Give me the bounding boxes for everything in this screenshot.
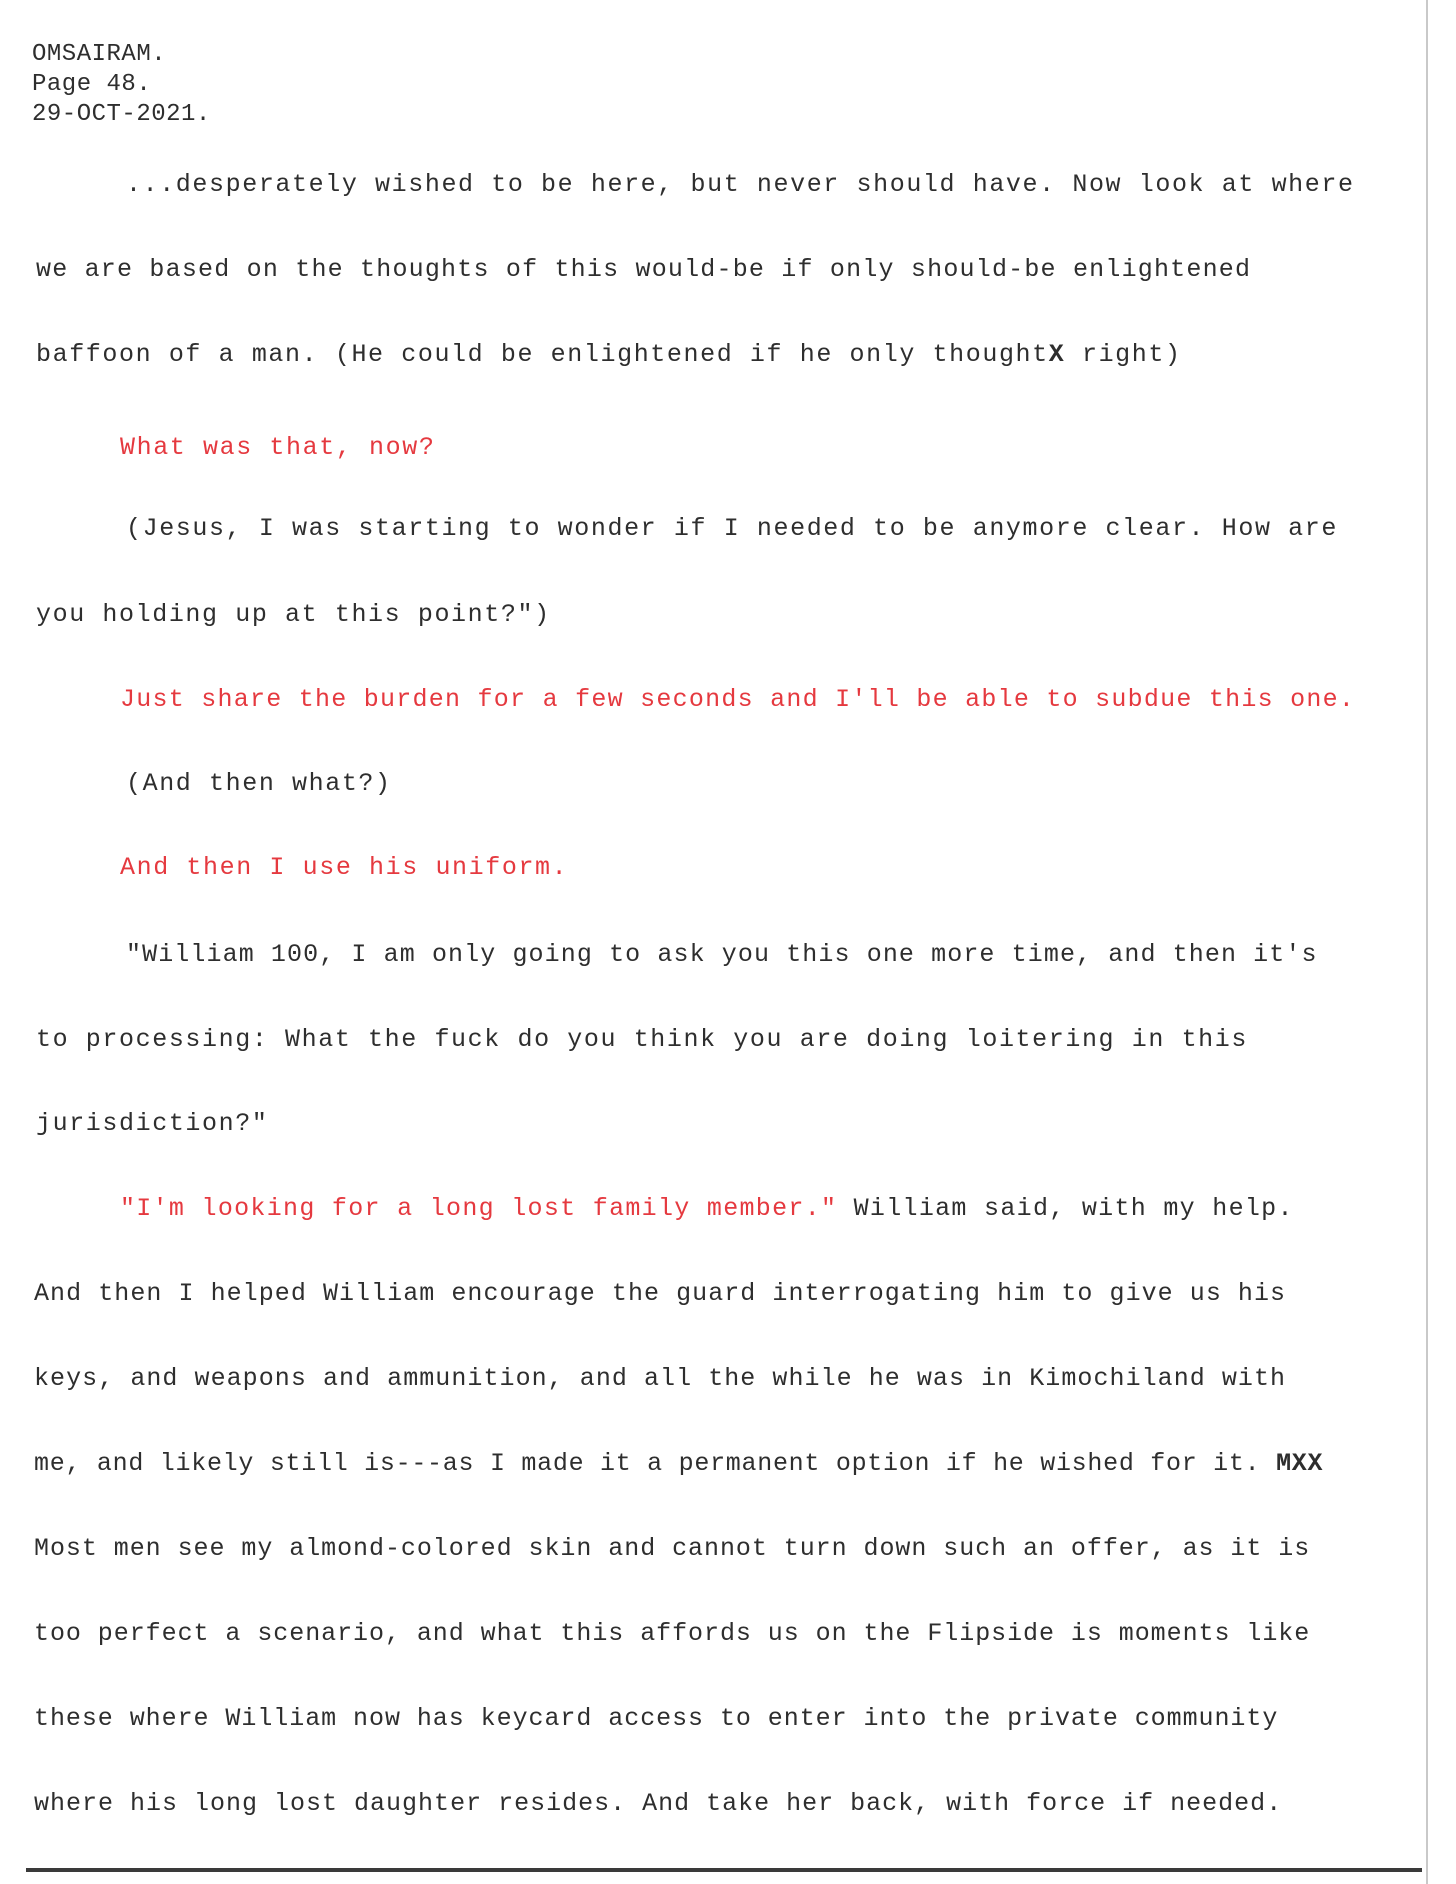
text-line — [34, 1449, 1323, 1479]
red-dialogue-line: What was that, now? — [120, 433, 436, 462]
text-line: where his long lost daughter resides. And take her back, with force if needed. — [34, 1789, 1283, 1818]
strikeover-mark: MXX — [1276, 1449, 1324, 1478]
text-line: these where William now has keycard access to enter into the private community — [34, 1704, 1279, 1733]
text-line: Most men see my almond-colored skin and cannot turn down such an offer, as it is — [34, 1534, 1311, 1563]
text-line — [120, 1194, 1294, 1224]
text-line: to processing: What the fuck do you think you are doing loitering in this — [36, 1025, 1248, 1054]
text-line: ...desperately wished to be here, but never should have. Now look at where — [126, 170, 1355, 199]
red-dialogue-span: "I'm looking for a long lost family member." — [120, 1194, 838, 1223]
text-span: William said, with my help. — [837, 1194, 1294, 1223]
strikeover-mark: X — [1048, 340, 1066, 369]
text-line: we are based on the thoughts of this would-be if only should-be enlightened — [36, 255, 1252, 284]
text-span: me, and likely still is---as I made it a permanent option if he wished for it. — [34, 1449, 1277, 1478]
text-span: baffoon of a man. (He could be enlightened if he only thought — [36, 340, 1049, 369]
text-line: jurisdiction?" — [36, 1109, 269, 1138]
page-edge — [1426, 0, 1428, 1884]
header-date: 29-OCT-2021. — [32, 101, 211, 128]
text-line: (And then what?) — [126, 769, 392, 798]
text-line: you holding up at this point?") — [36, 600, 551, 629]
text-line — [36, 340, 1182, 370]
page-header — [32, 40, 211, 130]
header-page-number: Page 48. — [32, 71, 152, 98]
text-span: right) — [1065, 340, 1182, 369]
red-dialogue-line: And then I use his uniform. — [120, 853, 569, 882]
text-line: (Jesus, I was starting to wonder if I needed to be anymore clear. How are — [126, 514, 1338, 543]
red-dialogue-line: Just share the burden for a few seconds and I'll be able to subdue this one. — [120, 685, 1356, 714]
text-line: too perfect a scenario, and what this affords us on the Flipside is moments like — [34, 1619, 1311, 1648]
bottom-rule — [26, 1868, 1422, 1872]
header-title: OMSAIRAM. — [32, 41, 167, 68]
text-line: "William 100, I am only going to ask you this one more time, and then it's — [126, 940, 1318, 969]
text-line: keys, and weapons and ammunition, and all the while he was in Kimochiland with — [34, 1364, 1287, 1393]
text-line: And then I helped William encourage the guard interrogating him to give us his — [34, 1279, 1287, 1308]
